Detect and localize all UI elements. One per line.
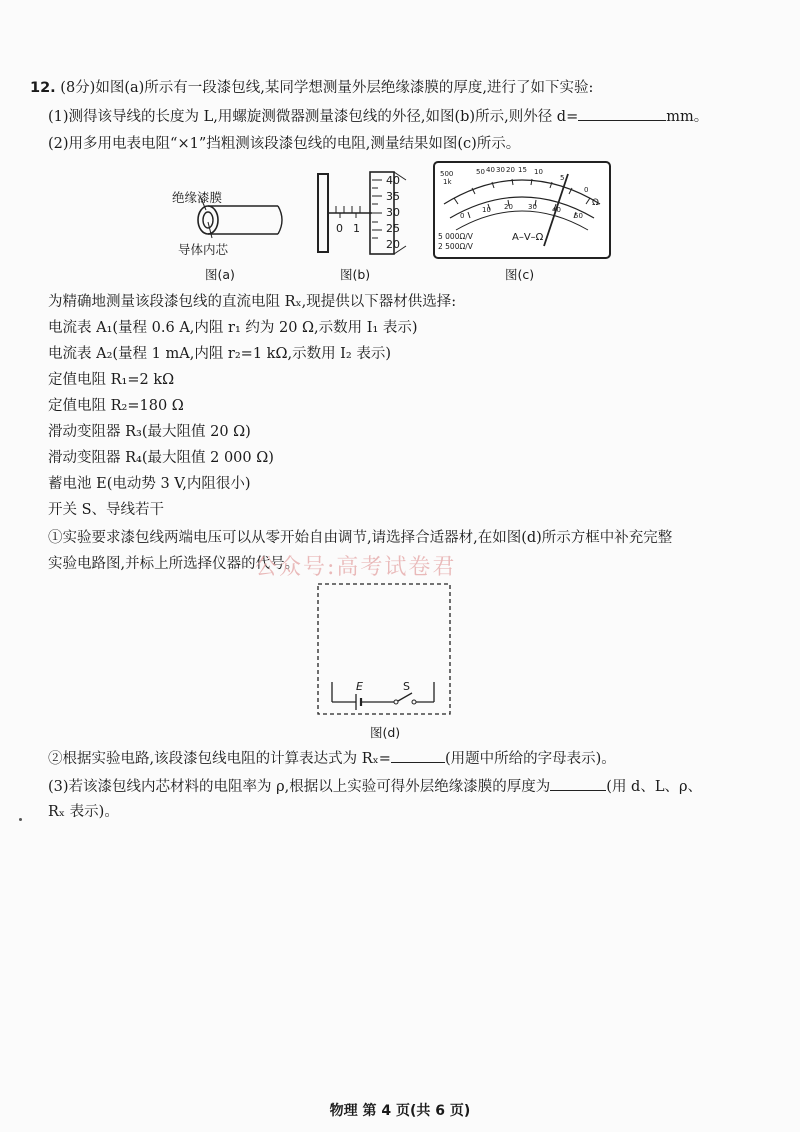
figure-c-ohm-scale-5: 5 (560, 174, 565, 182)
figure-c-spec-2: 2 500Ω/V (438, 242, 473, 251)
equipment-item: 电流表 A₂(量程 1 mA,内阻 r₂=1 kΩ,示数用 I₂ 表示) (48, 346, 391, 362)
figure-d-switch-label: S (403, 680, 410, 693)
figure-c-ohm-scale-15: 15 (518, 166, 527, 174)
figure-c-lower-scale-50: 50 (574, 212, 583, 220)
figure-d-battery-label: E (356, 680, 363, 693)
part1-text: (1)测得该导线的长度为 L,用螺旋测微器测量漆包线的外径,如图(b)所示,则外径 d= (48, 109, 579, 125)
figure-c-ohm-scale-30: 30 (496, 166, 505, 174)
answer-blank-rx (391, 748, 445, 763)
figure-d-caption: 图(d) (370, 725, 401, 740)
equipment-item: 滑动变阻器 R₄(最大阻值 2 000 Ω) (48, 450, 274, 466)
figure-c-ohm-scale-20: 20 (506, 166, 515, 174)
sub2-text: ②根据实验电路,该段漆包线电阻的计算表达式为 Rₓ= (48, 751, 391, 767)
equipment-item: 定值电阻 R₂=180 Ω (48, 398, 184, 414)
figure-c-lower-scale-10: 10 (482, 206, 491, 214)
figure-c-spec-1: 5 000Ω/V (438, 232, 473, 241)
figure-c-ohm-scale-1k: 1k (443, 178, 452, 186)
figure-c-center-label: A–V–Ω (512, 232, 544, 243)
figure-c-ohm-scale-500: 500 (440, 170, 454, 178)
part3-line (48, 776, 702, 797)
figure-b-tick-20: 20 (386, 238, 400, 251)
figure-b-caption: 图(b) (340, 267, 371, 282)
part3-line2: Rₓ 表示)。 (48, 804, 119, 820)
equipment-intro: 为精确地测量该段漆包线的直流电阻 Rₓ,现提供以下器材供选择: (48, 294, 457, 310)
part1-line (48, 106, 708, 127)
part1-unit: mm。 (666, 109, 709, 125)
figure-a-label-film: 绝缘漆膜 (172, 190, 223, 205)
watermark: 公众号:高考试卷君 (255, 555, 457, 580)
part3-suffix: (用 d、L、ρ、 (606, 779, 702, 795)
equipment-item: 定值电阻 R₁=2 kΩ (48, 372, 175, 388)
figure-c-omega: Ω (592, 198, 599, 208)
sub1-line2: 实验电路图,并标上所选择仪器的代号。 (48, 556, 300, 572)
figure-c-ohm-scale-10: 10 (534, 168, 543, 176)
figure-b-tick-35: 35 (386, 190, 400, 203)
figure-c-lower-scale-40: 40 (552, 206, 561, 214)
question-intro-text: (8分)如图(a)所示有一段漆包线,某同学想测量外层绝缘漆膜的厚度,进行了如下实验: (60, 80, 594, 96)
figure-a-caption: 图(a) (205, 267, 235, 282)
answer-blank-thickness (550, 776, 606, 791)
equipment-item: 滑动变阻器 R₃(最大阻值 20 Ω) (48, 424, 251, 440)
figure-c-lower-scale-20: 20 (504, 203, 513, 211)
figure-c-lower-scale-30: 30 (528, 203, 537, 211)
figure-c-ohm-scale-0: 0 (584, 186, 589, 194)
figure-b-main-scale-0: 0 (336, 222, 343, 235)
page-footer: 物理 第 4 页(共 6 页) (329, 1103, 471, 1119)
figure-d-circuit-box (314, 580, 454, 720)
sub2-suffix: (用题中所给的字母表示)。 (444, 751, 616, 767)
part3-text: (3)若该漆包线内芯材料的电阻率为 ρ,根据以上实验可得外层绝缘漆膜的厚度为 (48, 779, 551, 795)
figure-b-main-scale-1: 1 (353, 222, 360, 235)
figure-c-ohm-scale-50: 50 (476, 168, 485, 176)
sub1-line1: ①实验要求漆包线两端电压可以从零开始自由调节,请选择合适器材,在如图(d)所示方框中补充完整 (48, 530, 673, 546)
stray-dot (19, 818, 22, 821)
figure-c-caption: 图(c) (505, 267, 535, 282)
equipment-item: 蓄电池 E(电动势 3 V,内阻很小) (48, 476, 251, 492)
figure-a-label-core: 导体内芯 (178, 242, 229, 257)
part2-line: (2)用多用电表电阻“×1”挡粗测该段漆包线的电阻,测量结果如图(c)所示。 (48, 136, 521, 152)
answer-blank-d (578, 106, 666, 121)
figure-c-ohm-scale-40: 40 (486, 166, 495, 174)
sub2-line (48, 748, 616, 769)
equipment-item: 电流表 A₁(量程 0.6 A,内阻 r₁ 约为 20 Ω,示数用 I₁ 表示) (48, 320, 418, 336)
figure-b-tick-40: 40 (386, 174, 400, 187)
figure-c-lower-scale-0: 0 (460, 212, 465, 220)
question-number: 12. (30, 80, 56, 96)
equipment-item: 开关 S、导线若干 (48, 502, 165, 518)
question-intro (30, 78, 593, 98)
figure-b-tick-30: 30 (386, 206, 400, 219)
figure-b-tick-25: 25 (386, 222, 400, 235)
